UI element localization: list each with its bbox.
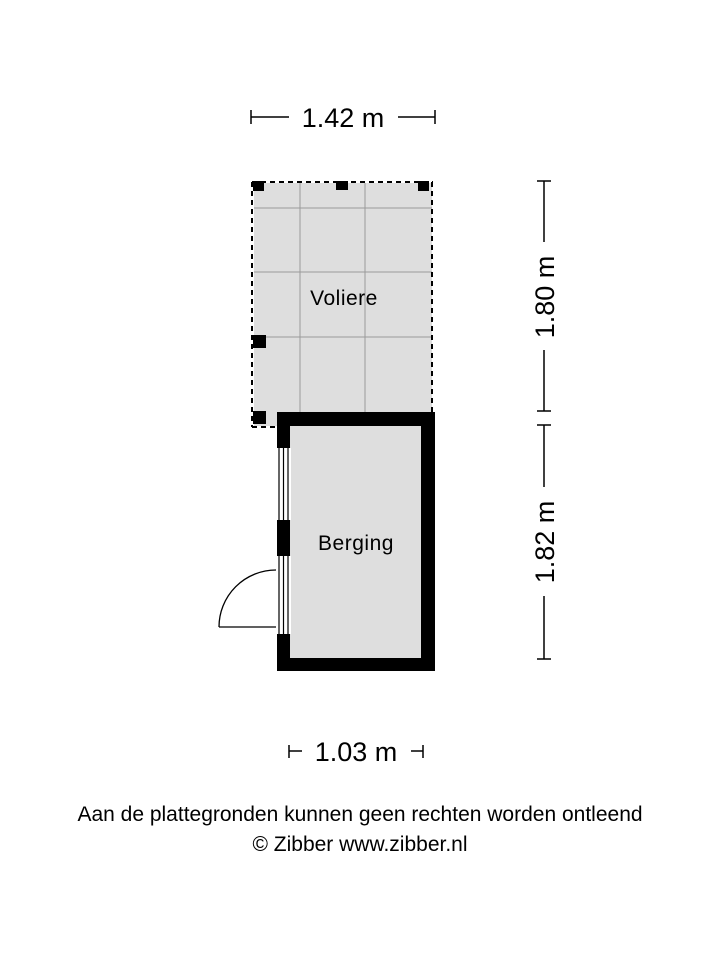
dimension-bottom-width xyxy=(289,737,423,767)
dimension-lower-height xyxy=(530,425,560,659)
room-label-voliere: Voliere xyxy=(310,287,378,310)
dimension-label-bottom: 1.03 m xyxy=(314,737,398,767)
berging-window-2 xyxy=(276,556,291,634)
dimension-label-top: 1.42 m xyxy=(301,103,385,133)
dimension-upper-height xyxy=(530,181,560,411)
room-berging xyxy=(219,412,435,671)
disclaimer-text: Aan de plattegronden kunnen geen rechten worden ontleend xyxy=(77,803,643,826)
door-swing-arc xyxy=(219,570,276,627)
dimension-label-lower-height: 1.82 m xyxy=(530,500,560,584)
copyright-text: © Zibber www.zibber.nl xyxy=(252,833,468,856)
dimension-top-width xyxy=(251,103,435,133)
berging-window-1 xyxy=(276,448,291,520)
dimension-label-upper-height: 1.80 m xyxy=(530,255,560,339)
room-label-berging: Berging xyxy=(318,532,394,555)
room-voliere xyxy=(252,181,433,427)
